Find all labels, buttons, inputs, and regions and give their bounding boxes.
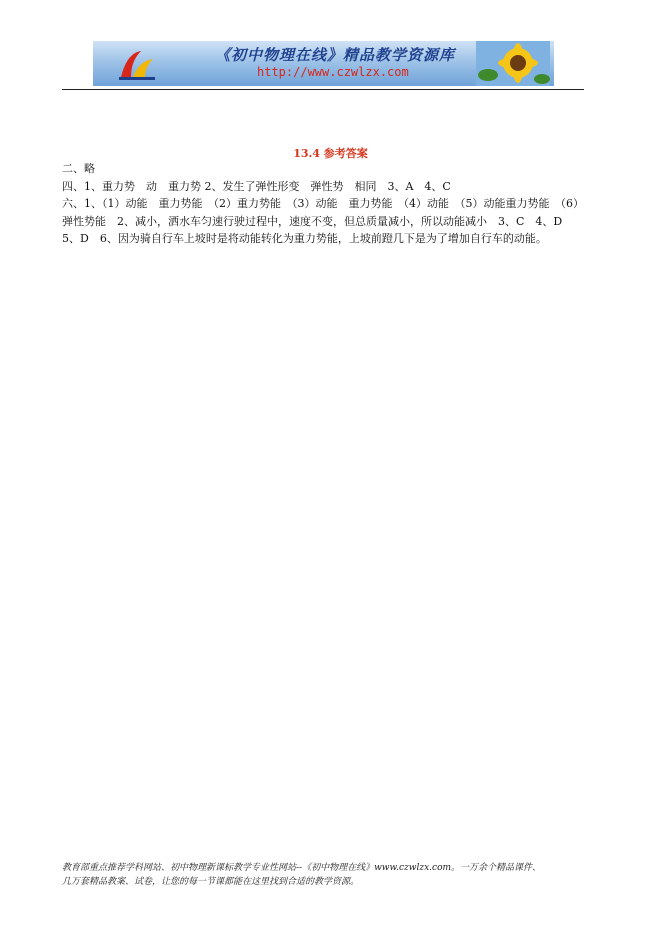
header-banner — [93, 41, 554, 86]
answer-line-6: 六、1、（1）动能 重力势能 （2）重力势能 （3）动能 重力势能 （4）动能 （5）动能重力势能 （6）弹性势能 2、减小，洒水车匀速行驶过程中，速度不变，但总质量减小，所以动能减小 3、C 4、D 5、D 6、因为骑自行车上坡时是将动能转化为重力势能，上坡前蹬几下是为了增加自行车的动能。 — [62, 197, 584, 245]
header-rule — [62, 89, 584, 90]
sunflower-icon — [476, 41, 550, 86]
footer-line-1: 教育部重点推荐学科网站、初中物理新课标教学专业性网站--《初中物理在线》www.czwlzx.com。一万余个精品课件、 — [62, 863, 542, 873]
czwlzx-logo-icon — [117, 47, 157, 81]
answer-line-2: 二、略 — [62, 162, 95, 175]
banner-url[interactable]: http://www.czwlzx.com — [257, 65, 409, 79]
answer-section — [62, 160, 590, 248]
banner-title: 《初中物理在线》精品教学资源库 — [215, 46, 456, 64]
answer-line-4: 四、1、重力势 动 重力势 2、发生了弹性形变 弹性势 相同 3、A 4、C — [62, 179, 451, 193]
page-footer — [62, 861, 602, 889]
page-title: 13.4 参考答案 — [293, 147, 368, 160]
footer-line-2: 几万套精品教案、试卷，让您的每一节课都能在这里找到合适的教学资源。 — [62, 877, 360, 887]
